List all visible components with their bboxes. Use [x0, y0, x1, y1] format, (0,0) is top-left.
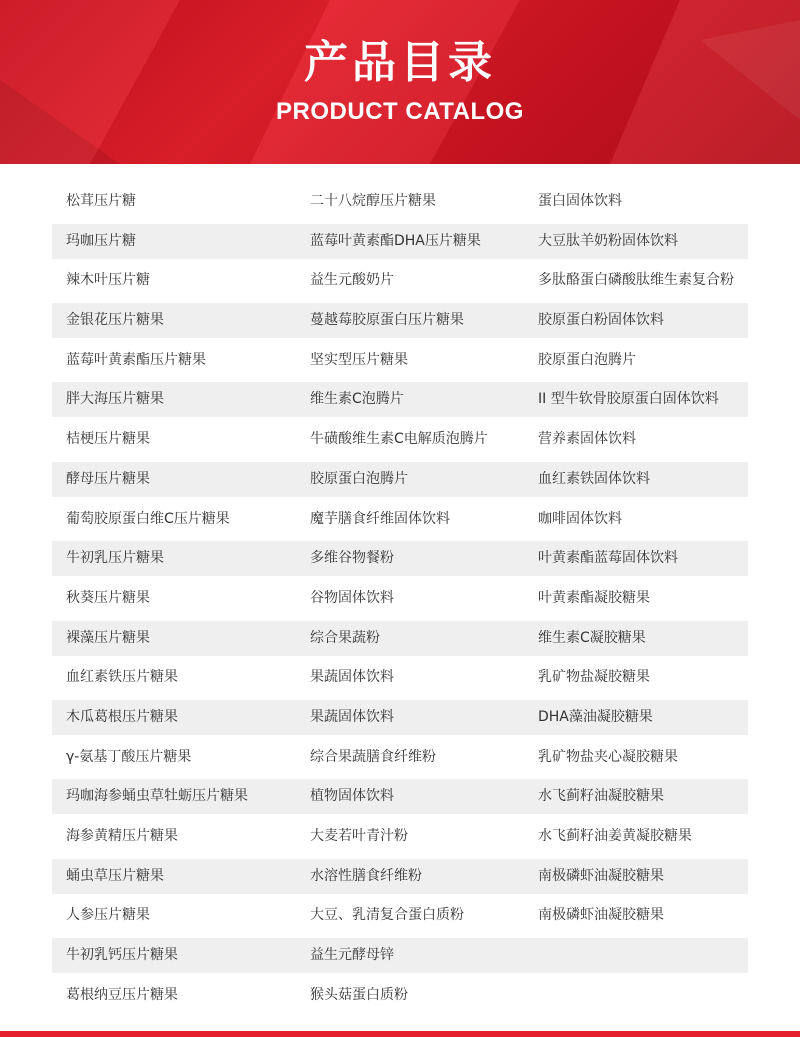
table-row — [52, 263, 748, 298]
product-name: 裸藻压片糖果 — [66, 629, 150, 646]
product-name: 二十八烷醇压片糖果 — [310, 193, 436, 209]
product-name: 胶原蛋白泡腾片 — [310, 470, 408, 487]
product-name: 辣木叶压片糖 — [66, 272, 150, 289]
table-row — [52, 819, 748, 854]
bottom-divider — [0, 1031, 800, 1037]
product-name: 玛咖压片糖 — [66, 232, 136, 249]
table-row — [52, 938, 748, 973]
table-row — [52, 422, 748, 457]
product-catalog-table — [52, 184, 748, 1017]
product-name: 胶原蛋白粉固体饮料 — [538, 312, 664, 329]
table-row — [52, 581, 748, 616]
product-name: 多维谷物餐粉 — [310, 550, 394, 567]
product-name: 南极磷虾油凝胶糖果 — [538, 867, 664, 884]
product-name: 叶黄素酯凝胶糖果 — [538, 589, 650, 606]
table-row — [52, 343, 748, 378]
product-name: 综合果蔬膳食纤维粉 — [310, 748, 436, 765]
product-name: 大豆肽羊奶粉固体饮料 — [538, 232, 678, 249]
product-name: 乳矿物盐凝胶糖果 — [538, 669, 650, 686]
table-row — [52, 184, 748, 219]
product-name: 猴头菇蛋白质粉 — [310, 986, 408, 1003]
product-name: 桔梗压片糖果 — [66, 431, 150, 448]
product-name: 秋葵压片糖果 — [66, 589, 150, 606]
header-banner — [0, 0, 800, 164]
table-row — [52, 700, 748, 735]
product-name: 咖啡固体饮料 — [538, 510, 622, 527]
table-row — [52, 898, 748, 933]
table-row — [52, 382, 748, 417]
product-name: 牛磺酸维生素C电解质泡腾片 — [310, 431, 488, 448]
product-name: 葛根纳豆压片糖果 — [66, 986, 178, 1003]
product-name: 葡萄胶原蛋白维C压片糖果 — [66, 510, 230, 527]
product-name: 多肽酪蛋白磷酸肽维生素复合粉 — [538, 272, 734, 289]
product-name: 益生元酵母锌 — [310, 947, 394, 964]
product-name: 维生素C凝胶糖果 — [538, 629, 646, 646]
product-name: 玛咖海参蛹虫草牡蛎压片糖果 — [66, 788, 248, 805]
product-name: 牛初乳钙压片糖果 — [66, 947, 178, 964]
product-name: 乳矿物盐夹心凝胶糖果 — [538, 748, 678, 765]
product-name: 魔芋膳食纤维固体饮料 — [310, 510, 450, 527]
product-name: 海参黄精压片糖果 — [66, 828, 178, 844]
page-title: 产品目录 — [304, 37, 496, 88]
table-row — [52, 660, 748, 695]
table-row — [52, 779, 748, 814]
table-row — [52, 859, 748, 894]
product-name: 大麦若叶青汁粉 — [310, 828, 408, 844]
product-name: 血红素铁固体饮料 — [538, 470, 650, 487]
product-name: 水飞蓟籽油凝胶糖果 — [538, 788, 664, 805]
table-row — [52, 978, 748, 1013]
product-name: 蛋白固体饮料 — [538, 193, 622, 209]
product-name: 水溶性膳食纤维粉 — [310, 867, 422, 884]
product-name: 营养素固体饮料 — [538, 431, 636, 448]
product-name: 果蔬固体饮料 — [310, 669, 394, 686]
product-name: 松茸压片糖 — [66, 193, 136, 209]
table-row — [52, 462, 748, 497]
product-name: 水飞蓟籽油姜黄凝胶糖果 — [538, 828, 692, 844]
table-row — [52, 621, 748, 656]
table-row — [52, 224, 748, 259]
product-name: 谷物固体饮料 — [310, 589, 394, 606]
product-name: 果蔬固体饮料 — [310, 708, 394, 725]
product-name: 酵母压片糖果 — [66, 470, 150, 487]
product-name: 蓝莓叶黄素酯压片糖果 — [66, 351, 206, 368]
table-row — [52, 502, 748, 537]
product-name: 血红素铁压片糖果 — [66, 669, 178, 686]
table-row — [52, 303, 748, 338]
table-row — [52, 740, 748, 775]
product-name: γ-氨基丁酸压片糖果 — [66, 748, 192, 765]
product-name: 叶黄素酯蓝莓固体饮料 — [538, 550, 678, 567]
product-name: 植物固体饮料 — [310, 788, 394, 805]
product-name: 金银花压片糖果 — [66, 312, 164, 329]
product-name: 蔓越莓胶原蛋白压片糖果 — [310, 312, 464, 329]
product-name: 维生素C泡腾片 — [310, 391, 404, 408]
product-name: 胖大海压片糖果 — [66, 391, 164, 408]
product-name: 牛初乳压片糖果 — [66, 550, 164, 567]
product-name: 蛹虫草压片糖果 — [66, 867, 164, 884]
product-name: 大豆、乳清复合蛋白质粉 — [310, 907, 464, 924]
product-name: II 型牛软骨胶原蛋白固体饮料 — [538, 391, 719, 408]
product-name: 木瓜葛根压片糖果 — [66, 708, 178, 725]
product-name: 综合果蔬粉 — [310, 629, 380, 646]
product-name: 蓝莓叶黄素酯DHA压片糖果 — [310, 232, 481, 249]
product-name: 南极磷虾油凝胶糖果 — [538, 907, 664, 924]
product-name: 胶原蛋白泡腾片 — [538, 351, 636, 368]
table-row — [52, 541, 748, 576]
product-name: 坚实型压片糖果 — [310, 351, 408, 368]
page-subtitle: PRODUCT CATALOG — [276, 98, 524, 125]
product-name: DHA藻油凝胶糖果 — [538, 708, 653, 725]
product-name: 益生元酸奶片 — [310, 272, 394, 289]
product-name: 人参压片糖果 — [66, 907, 150, 924]
